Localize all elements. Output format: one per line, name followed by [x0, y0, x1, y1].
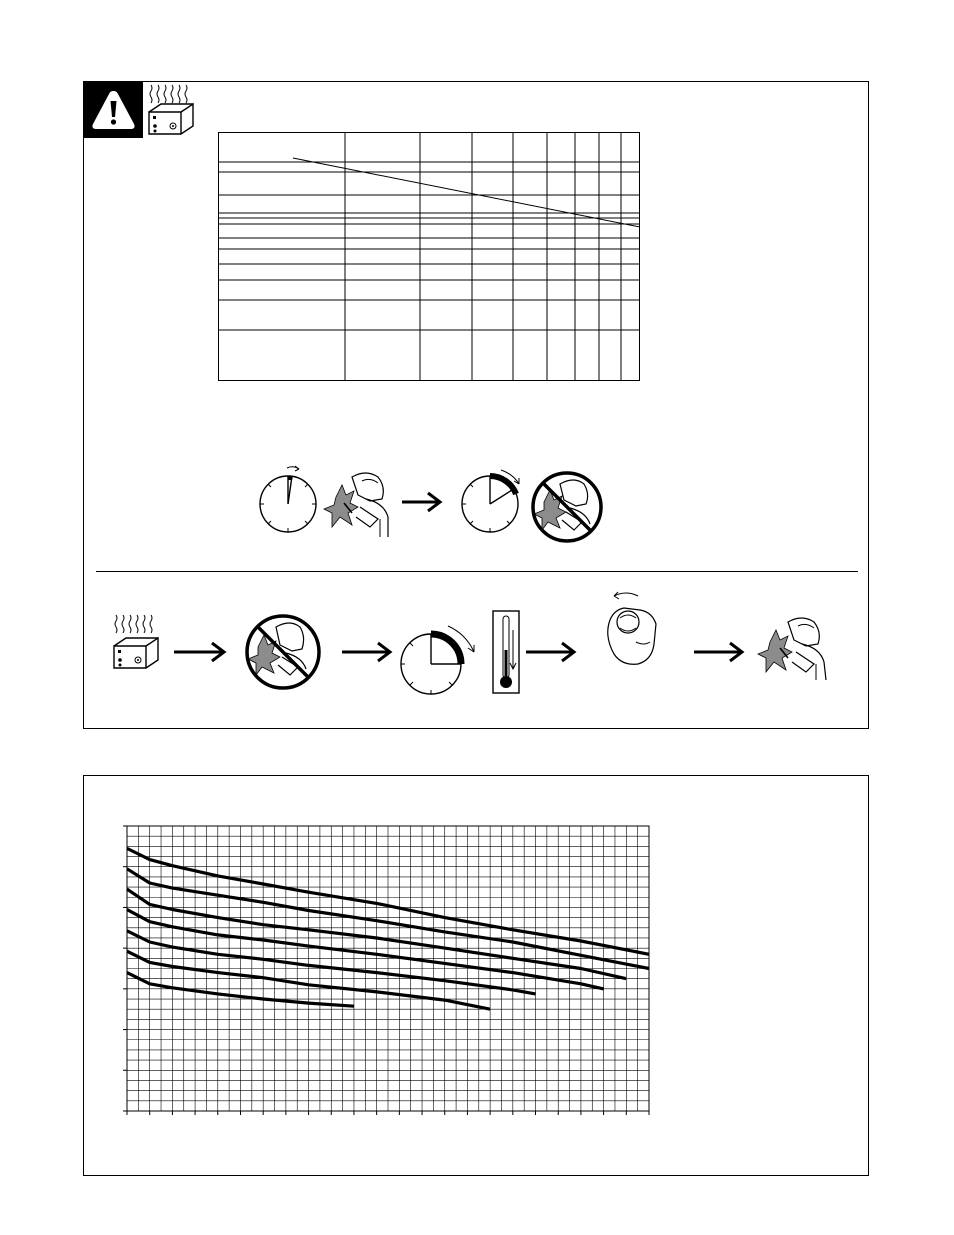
volt-ampere-chart-panel [83, 775, 869, 1176]
duty-cycle-table [218, 132, 642, 382]
hot-machine-icon [143, 82, 199, 138]
no-welding-icon [530, 470, 604, 544]
warning-icon-block [84, 82, 143, 138]
stopwatch-icon [400, 612, 482, 696]
section-divider [96, 571, 858, 572]
no-welding-icon [244, 613, 322, 691]
hand-knob-icon [600, 588, 660, 668]
welder-icon [322, 467, 398, 539]
hot-machine-icon [108, 612, 164, 674]
arrow-right-icon [172, 640, 228, 664]
warning-triangle-icon [84, 82, 143, 138]
arrow-right-icon [692, 640, 748, 664]
welder-icon [756, 610, 836, 682]
thermometer-icon [492, 610, 520, 694]
stopwatch-long-icon [461, 462, 527, 534]
arrow-right-icon [400, 490, 444, 514]
stopwatch-short-icon [259, 462, 319, 534]
arrow-right-icon [340, 640, 396, 664]
table-grid [218, 132, 642, 382]
volt-ampere-chart [84, 776, 868, 1175]
arrow-right-icon [524, 640, 580, 664]
duty-cycle-warning-panel [83, 81, 869, 729]
